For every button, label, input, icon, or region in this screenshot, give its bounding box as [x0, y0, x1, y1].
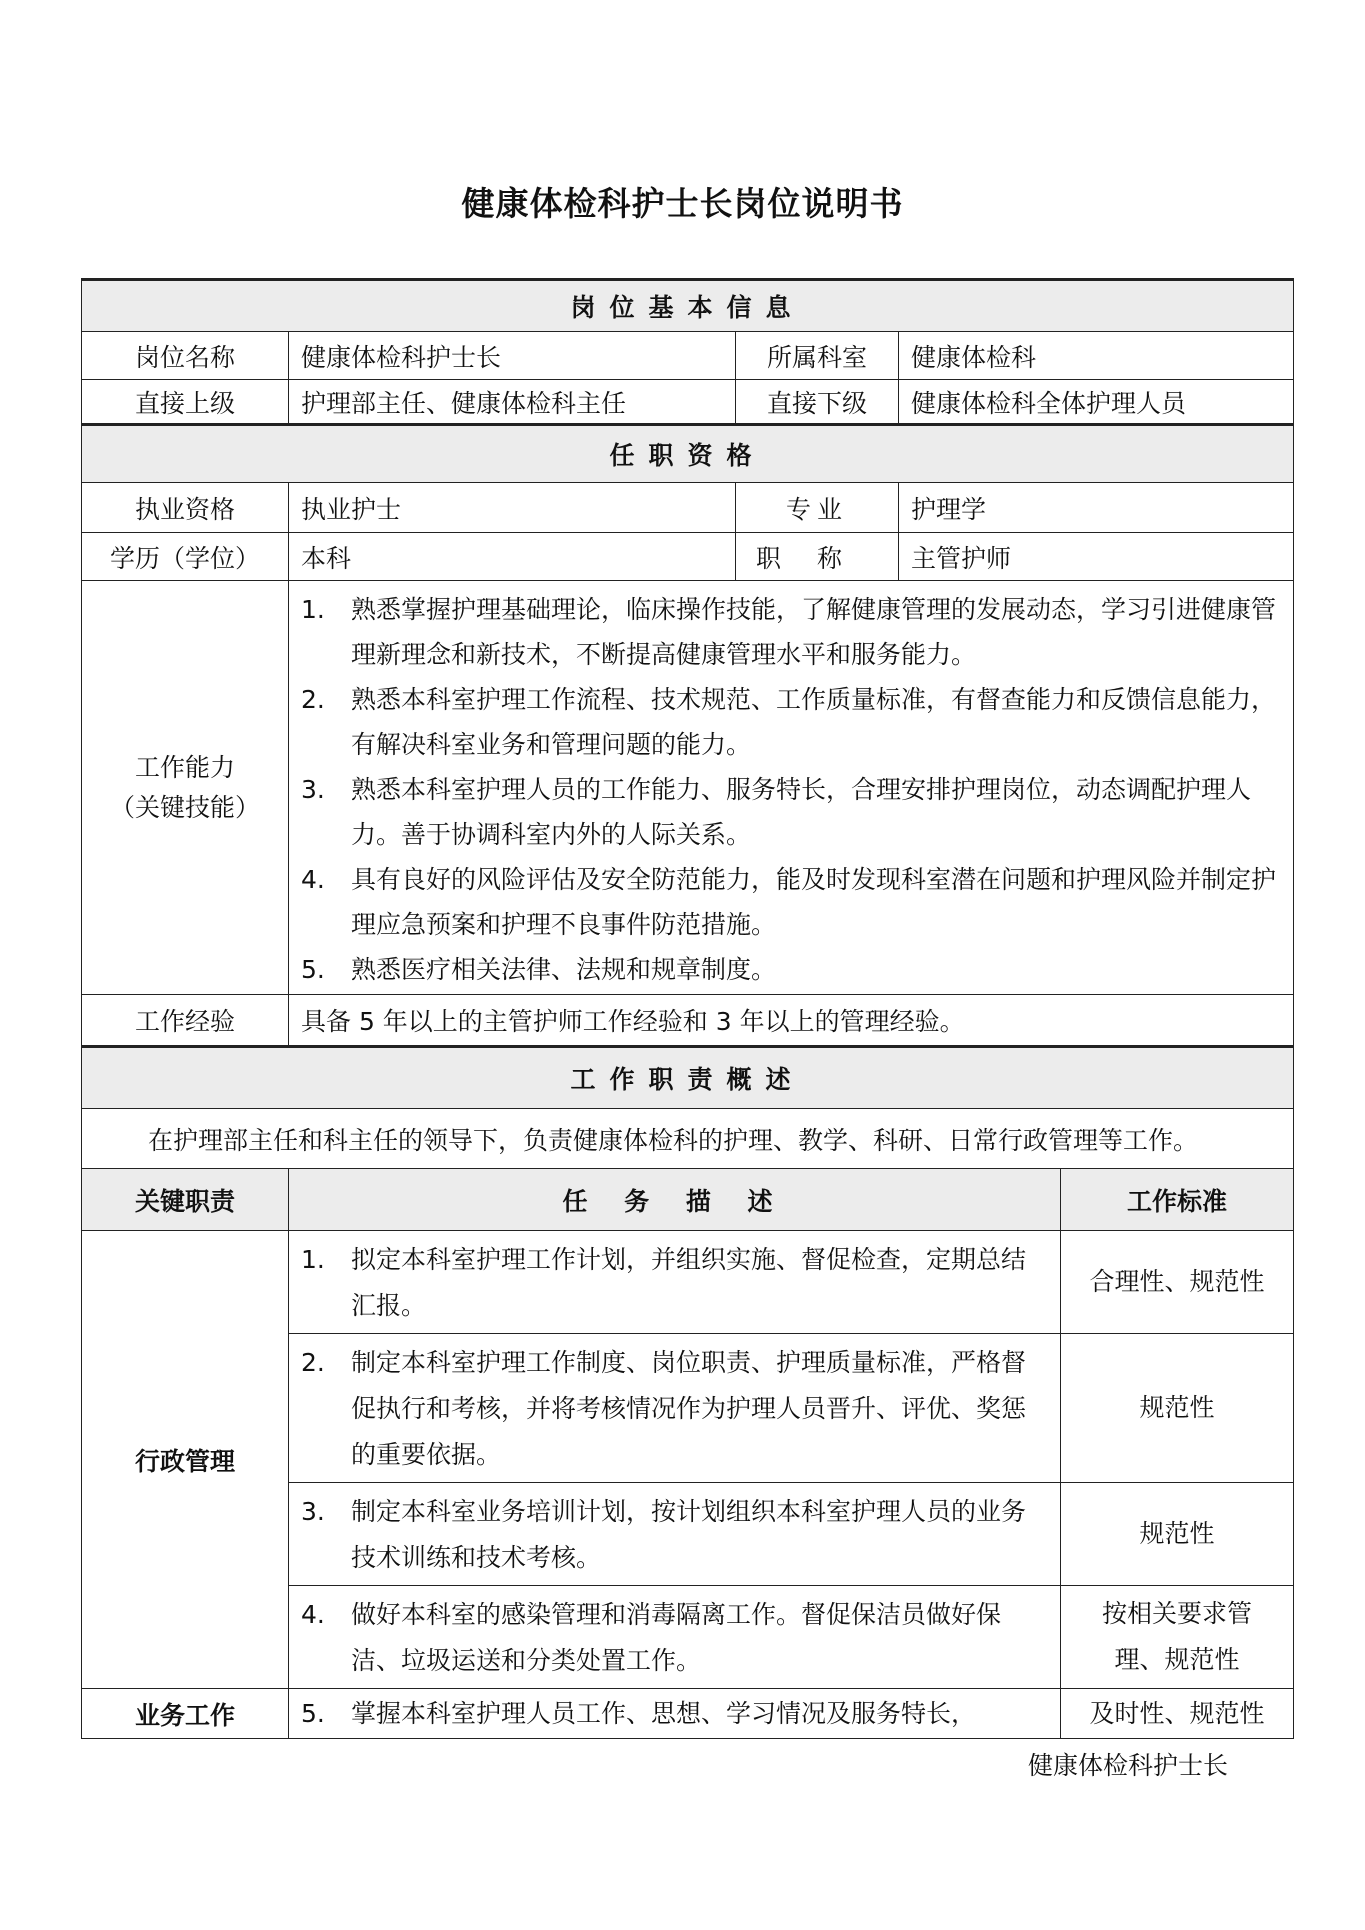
list-item: 1. 熟悉掌握护理基础理论，临床操作技能，了解健康管理的发展动态，学习引进健康管理新理念和新技术，不断提高健康管理水平和服务能力。 [301, 595, 1277, 669]
ability-label-line1: 工作能力 [134, 752, 235, 782]
list-item: 2. 熟悉本科室护理工作流程、技术规范、工作质量标准，有督查能力和反馈信息能力，有解决科室业务和管理问题的能力。 [301, 685, 1277, 759]
role-business: 业务工作 [82, 1689, 289, 1739]
ability-label [82, 581, 289, 995]
education-label: 学历（学位） [82, 533, 289, 581]
section-heading-basic-info: 岗位基本信息 [82, 280, 1294, 332]
professional-title-value: 主管护师 [899, 533, 1294, 581]
position-name-label: 岗位名称 [82, 332, 289, 380]
professional-title-label: 职称 [736, 533, 899, 581]
table-row [82, 1231, 1294, 1334]
ability-list-cell [289, 581, 1294, 995]
task-cell: 4. 做好本科室的感染管理和消毒隔离工作。督促保洁员做好保洁、垃圾运送和分类处置工作。 [289, 1586, 1061, 1689]
task-cell: 3. 制定本科室业务培训计划，按计划组织本科室护理人员的业务技术训练和技术考核。 [289, 1483, 1061, 1586]
superior-value: 护理部主任、健康体检科主任 [289, 380, 736, 425]
standard-cell: 及时性、规范性 [1061, 1689, 1294, 1739]
job-description-table [81, 278, 1294, 1739]
list-item: 4. 具有良好的风险评估及安全防范能力，能及时发现科室潜在问题和护理风险并制定护理应急预案和护理不良事件防范措施。 [301, 865, 1277, 939]
table-row [82, 1689, 1294, 1739]
task-cell: 5. 掌握本科室护理人员工作、思想、学习情况及服务特长， [289, 1689, 1061, 1739]
license-label: 执业资格 [82, 483, 289, 533]
standard-cell: 按相关要求管理、规范性 [1061, 1586, 1294, 1689]
column-header-standard: 工作标准 [1061, 1169, 1294, 1231]
standard-cell: 规范性 [1061, 1483, 1294, 1586]
standard-cell: 合理性、规范性 [1061, 1231, 1294, 1334]
task-cell: 2. 制定本科室护理工作制度、岗位职责、护理质量标准，严格督促执行和考核，并将考核情况作为护理人员晋升、评优、奖惩的重要依据。 [289, 1334, 1061, 1483]
position-name-value: 健康体检科护士长 [289, 332, 736, 380]
ability-label-line2: （关键技能） [109, 792, 260, 822]
column-header-key-duty: 关键职责 [82, 1169, 289, 1231]
major-label: 专业 [736, 483, 899, 533]
list-item: 3. 熟悉本科室护理人员的工作能力、服务特长，合理安排护理岗位，动态调配护理人力。善于协调科室内外的人际关系。 [301, 775, 1252, 849]
page-title: 健康体检科护士长岗位说明书 [461, 184, 904, 223]
section-heading-qualifications: 任职资格 [82, 425, 1294, 483]
experience-label: 工作经验 [82, 995, 289, 1047]
education-value: 本科 [289, 533, 736, 581]
major-value: 护理学 [899, 483, 1294, 533]
subordinate-value: 健康体检科全体护理人员 [899, 380, 1294, 425]
license-value: 执业护士 [289, 483, 736, 533]
subordinate-label: 直接下级 [736, 380, 899, 425]
superior-label: 直接上级 [82, 380, 289, 425]
role-admin: 行政管理 [82, 1231, 289, 1689]
experience-value: 具备 5 年以上的主管护师工作经验和 3 年以上的管理经验。 [289, 995, 1294, 1047]
list-item: 5. 熟悉医疗相关法律、法规和规章制度。 [301, 955, 777, 984]
department-label: 所属科室 [736, 332, 899, 380]
standard-cell: 规范性 [1061, 1334, 1294, 1483]
task-cell: 1. 拟定本科室护理工作计划，并组织实施、督促检查，定期总结汇报。 [289, 1231, 1061, 1334]
duties-summary: 在护理部主任和科主任的领导下，负责健康体检科的护理、教学、科研、日常行政管理等工作。 [82, 1109, 1294, 1169]
department-value: 健康体检科 [899, 332, 1294, 380]
ability-list [289, 581, 1293, 994]
section-heading-duties-overview: 工作职责概述 [82, 1047, 1294, 1109]
column-header-task: 任 务 描 述 [289, 1169, 1061, 1231]
page-footer: 健康体检科护士长 [1028, 1751, 1229, 1780]
